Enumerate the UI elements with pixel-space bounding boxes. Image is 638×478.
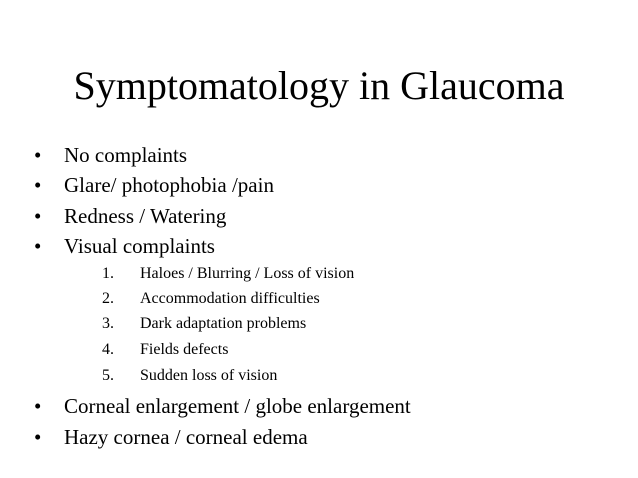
sub-list-number: 3. <box>102 315 114 332</box>
bullet-item <box>34 203 226 229</box>
sub-list-number: 1. <box>102 265 114 282</box>
bullet-text: Glare/ photophobia /pain <box>64 173 274 197</box>
sub-list-item <box>102 314 306 334</box>
bullet-item <box>34 172 274 198</box>
bullet-text: Corneal enlargement / globe enlargement <box>64 394 411 418</box>
bullet-marker: • <box>34 204 42 228</box>
slide-title: Symptomatology in Glaucoma <box>73 63 565 108</box>
bullet-marker: • <box>34 143 42 167</box>
sub-list-item <box>102 289 320 309</box>
bullet-text: Hazy cornea / corneal edema <box>64 425 308 449</box>
bullet-marker: • <box>34 234 42 258</box>
sub-list-text: Fields defects <box>140 341 229 358</box>
sub-list-text: Dark adaptation problems <box>140 315 307 332</box>
sub-list-number: 2. <box>102 290 114 307</box>
bullet-marker: • <box>34 394 42 418</box>
bullet-text: Visual complaints <box>64 234 215 258</box>
bullet-item <box>34 424 308 450</box>
sub-list-text: Haloes / Blurring / Loss of vision <box>140 265 355 282</box>
bullet-marker: • <box>34 425 42 449</box>
bullet-text: No complaints <box>64 143 188 167</box>
sub-list-item <box>102 340 228 360</box>
sub-list-number: 4. <box>102 341 114 358</box>
bullet-text: Redness / Watering <box>64 204 227 228</box>
sub-list-item <box>102 264 354 284</box>
sub-list-item <box>102 366 277 386</box>
sub-list-text: Sudden loss of vision <box>140 367 278 384</box>
bullet-marker: • <box>34 173 42 197</box>
sub-list-number: 5. <box>102 367 114 384</box>
bullet-item <box>34 142 187 168</box>
sub-list-text: Accommodation difficulties <box>140 290 320 307</box>
bullet-item <box>34 233 215 259</box>
bullet-item <box>34 393 411 419</box>
